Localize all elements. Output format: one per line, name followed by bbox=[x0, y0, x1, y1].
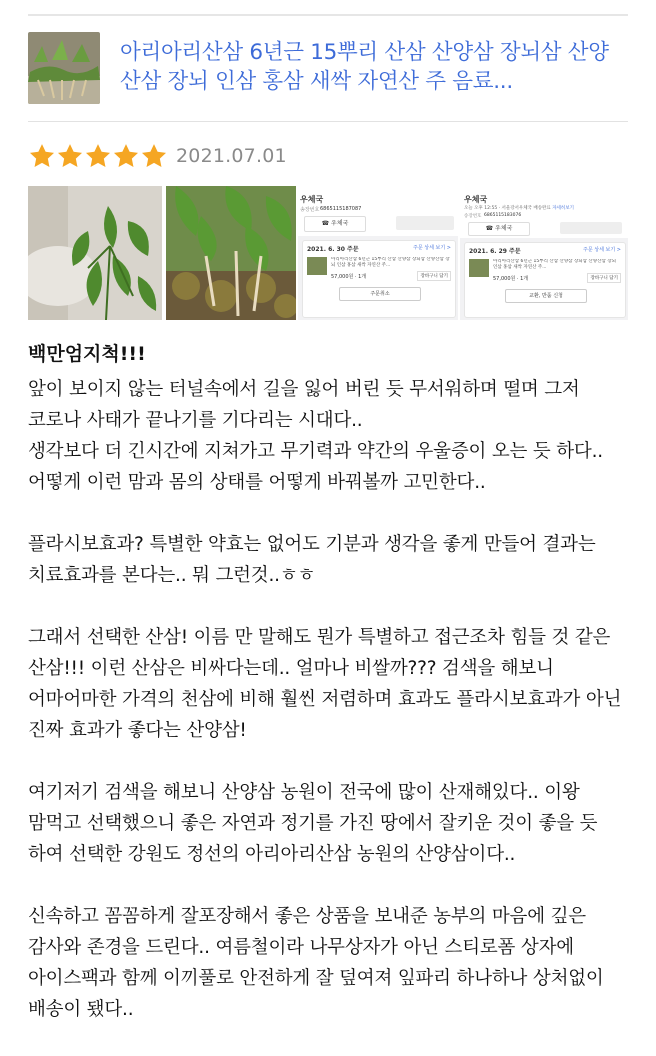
review-date: 2021.07.01 bbox=[176, 145, 287, 167]
review-paragraph: 플라시보효과? 특별한 약효는 없어도 기분과 생각을 좋게 만들어 결과는 치료효과를 본다는.. 뭐 그런것..ㅎㅎ bbox=[28, 534, 596, 586]
review-title: 백만엄지척!!! bbox=[28, 343, 146, 365]
review-paragraph: 여기저기 검색을 해보니 산양삼 농원이 전국에 많이 산재해있다.. 이왕 맘먹고 선택했으니 좋은 자연과 정기를 가진 땅에서 잘키운 것이 좋을 듯 하여 선택한 강원도 정선의 아리아리산삼 농원의 산양삼이다.. bbox=[28, 782, 598, 865]
add-to-cart-button[interactable]: 장바구니 담기 bbox=[587, 273, 621, 283]
add-to-cart-button[interactable]: 장바구니 담기 bbox=[417, 271, 451, 281]
seller-name: 우체국 bbox=[300, 195, 324, 204]
order-date: 2021. 6. 30 주문 bbox=[307, 246, 359, 253]
cancel-order-button[interactable]: 주문취소 bbox=[339, 287, 421, 301]
exchange-return-button[interactable]: 교환, 반품 신청 bbox=[505, 289, 587, 303]
order-detail-link[interactable]: 주문 상세 보기 > bbox=[583, 247, 621, 253]
item-price: 57,000원 · 1개 bbox=[331, 274, 367, 280]
top-divider bbox=[28, 14, 628, 16]
item-thumbnail bbox=[469, 259, 489, 277]
product-header[interactable] bbox=[28, 32, 628, 106]
rating-row bbox=[28, 140, 287, 172]
order-detail-link[interactable]: 주문 상세 보기 > bbox=[413, 245, 451, 251]
invoice-number: 6865115183076 bbox=[484, 213, 522, 218]
review-photo-1[interactable] bbox=[28, 186, 162, 320]
invoice-number: 6865115187087 bbox=[320, 206, 362, 212]
product-thumbnail[interactable] bbox=[28, 32, 100, 104]
section-divider bbox=[28, 121, 628, 122]
item-description: 아리아리산삼 6년근 15뿌리 산삼 산양삼 장뇌삼 산양산삼 장뇌 인삼 홍삼 새싹 자연산 주... bbox=[493, 259, 616, 270]
review-photo-2[interactable] bbox=[166, 186, 296, 320]
star-icon bbox=[84, 142, 112, 170]
product-title-link[interactable]: 아리아리산삼 6년근 15뿌리 산삼 산양삼 장뇌삼 산양산삼 장뇌 인삼 홍삼 새싹 자연산 주 음료... bbox=[120, 40, 609, 94]
disabled-button bbox=[560, 222, 622, 234]
review-paragraph: 앞이 보이지 않는 터널속에서 길을 잃어 버린 듯 무서워하며 떨며 그저 코로나 사태가 끝나기를 기다리는 시대다.. 생각보다 더 긴시간에 지쳐가고 무기력과 약간의 우울증이 오는 듯 하다.. 어떻게 이런 맘과 몸의 상태를 어떻게 바꿔볼까 고민한다.. bbox=[28, 379, 603, 493]
star-icon bbox=[140, 142, 168, 170]
item-description: 아리아리산삼 6년근 15뿌리 산삼 산양삼 장뇌삼 산양산삼 장뇌 인삼 홍삼 새싹 자연산 주... bbox=[331, 257, 450, 268]
invoice-label: 송장번호 bbox=[300, 207, 320, 213]
invoice-label: 송장번호 bbox=[464, 214, 482, 219]
call-post-office-button[interactable]: ☎ 우체국 bbox=[304, 216, 366, 232]
order-screenshot-2[interactable] bbox=[460, 186, 628, 320]
disabled-button bbox=[396, 216, 454, 230]
review-body bbox=[28, 374, 630, 1056]
star-icon bbox=[28, 142, 56, 170]
order-screenshot-1[interactable] bbox=[298, 186, 458, 320]
seller-name: 우체국 bbox=[464, 195, 488, 204]
item-thumbnail bbox=[307, 257, 327, 275]
review-paragraph: 신속하고 꼼꼼하게 잘포장해서 좋은 상품을 보내준 농부의 마음에 깊은 감사와 존경을 드린다.. 여름철이라 나무상자가 아닌 스티로폼 상자에 아이스팩과 함께 이끼풀로 안전하게 잘 덮여져 잎파리 하나하나 상처없이 배송이 됐다.. bbox=[28, 906, 604, 1020]
call-post-office-button[interactable]: ☎ 우체국 bbox=[468, 222, 530, 236]
star-icon bbox=[56, 142, 84, 170]
star-icon bbox=[112, 142, 140, 170]
review-photos bbox=[28, 186, 628, 320]
order-date: 2021. 6. 29 주문 bbox=[469, 248, 521, 255]
item-price: 57,000원 · 1개 bbox=[493, 276, 529, 282]
review-paragraph: 그래서 선택한 산삼! 이름 만 말해도 뭔가 특별하고 접근조차 힘들 것 같은 산삼!!! 이런 산삼은 비싸다는데.. 얼마나 비쌀까??? 검색을 해보니 어마어마한 가격의 천삼에 비해 훨씬 저렴하며 효과도 플라시보효과가 아닌 진짜 효과가 좋다는 산양삼! bbox=[28, 627, 622, 741]
delivery-status: 오늘 오후 12:55 · 서울강서우체국 배송완료 자세히보기 bbox=[464, 206, 574, 211]
